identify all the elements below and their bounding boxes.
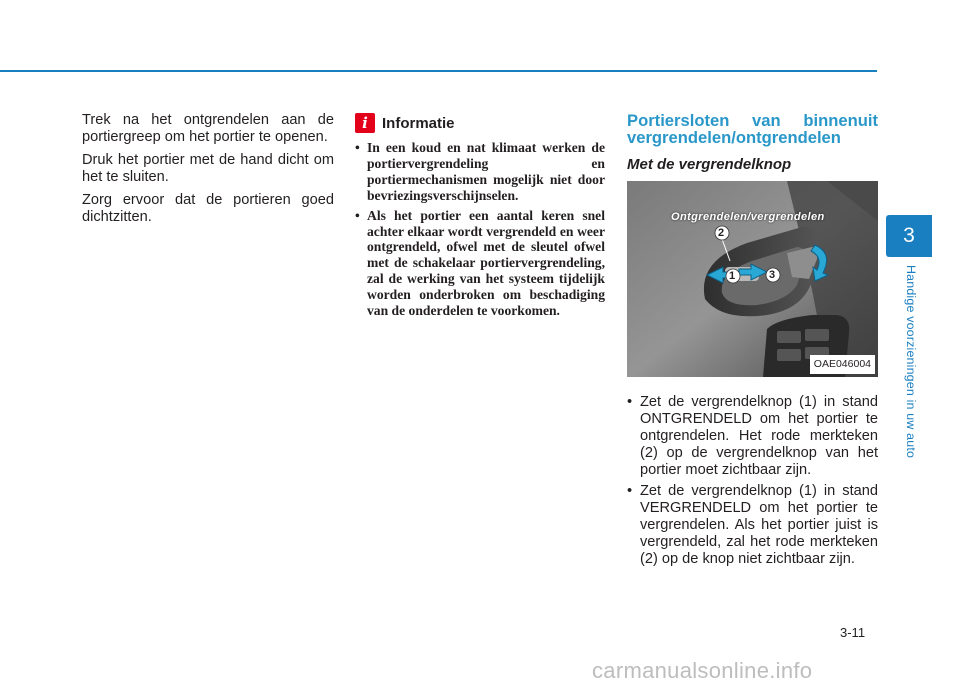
footer-watermark: carmanualsonline.info bbox=[592, 658, 813, 683]
paragraph: Zorg ervoor dat de portieren goed dichtzitten. bbox=[82, 192, 334, 225]
marker-1-label: 1 bbox=[729, 270, 736, 282]
section-title: Portiersloten van binnenuit vergrendelen/ontgrendelen bbox=[627, 111, 878, 147]
info-icon: i bbox=[355, 113, 375, 133]
figure-code: OAE046004 bbox=[810, 355, 875, 374]
chapter-title: Handige voorzieningen in uw auto bbox=[904, 265, 918, 459]
column-door-locks bbox=[627, 112, 878, 572]
info-item: • In een koud en nat klimaat werken de portiervergrendeling en portiermechanismen mogelijk niet door bevriezingsverschijnselen. bbox=[355, 140, 605, 204]
page-number: 3-11 bbox=[840, 625, 866, 640]
figure-label: Ontgrendelen/vergrendelen bbox=[671, 211, 825, 223]
info-header bbox=[355, 112, 605, 134]
paragraph: Trek na het ontgrendelen aan de portiergreep om het portier te openen. bbox=[82, 112, 334, 145]
instruction-item: • Zet de vergrendelknop (1) in stand VERGRENDELD om het portier te vergrendelen. Als het portier juist is vergrendeld, zal het rode merkteken (2) op de knop niet zichtbaar zijn. bbox=[627, 483, 878, 568]
instruction-item: • Zet de vergrendelknop (1) in stand ONTGRENDELD om het portier te ontgrendelen. Het rode merkteken (2) op de vergrendelknop van het portier moet zichtbaar zijn. bbox=[627, 394, 878, 479]
header-rule bbox=[0, 70, 877, 72]
chapter-number: 3 bbox=[903, 224, 915, 247]
instruction-list bbox=[627, 394, 878, 568]
marker-2-label: 2 bbox=[718, 227, 725, 239]
marker-3-label: 3 bbox=[769, 269, 776, 281]
info-item: • Als het portier een aantal keren snel achter elkaar wordt vergrendeld en weer ontgrendeld, ofwel met de sleutel ofwel met de schakelaar portiervergrendeling, zal de werking van het systeem tijdelijk worden onderbroken om beschadiging van de onderdelen te voorkomen. bbox=[355, 208, 605, 319]
paragraph: Druk het portier met de hand dicht om het te sluiten. bbox=[82, 152, 334, 185]
door-lock-figure bbox=[627, 181, 878, 377]
info-list bbox=[355, 140, 605, 319]
info-title: Informatie bbox=[382, 114, 455, 132]
section-subtitle: Met de vergrendelknop bbox=[627, 156, 792, 173]
info-box bbox=[355, 112, 605, 323]
column-intro bbox=[82, 112, 334, 232]
